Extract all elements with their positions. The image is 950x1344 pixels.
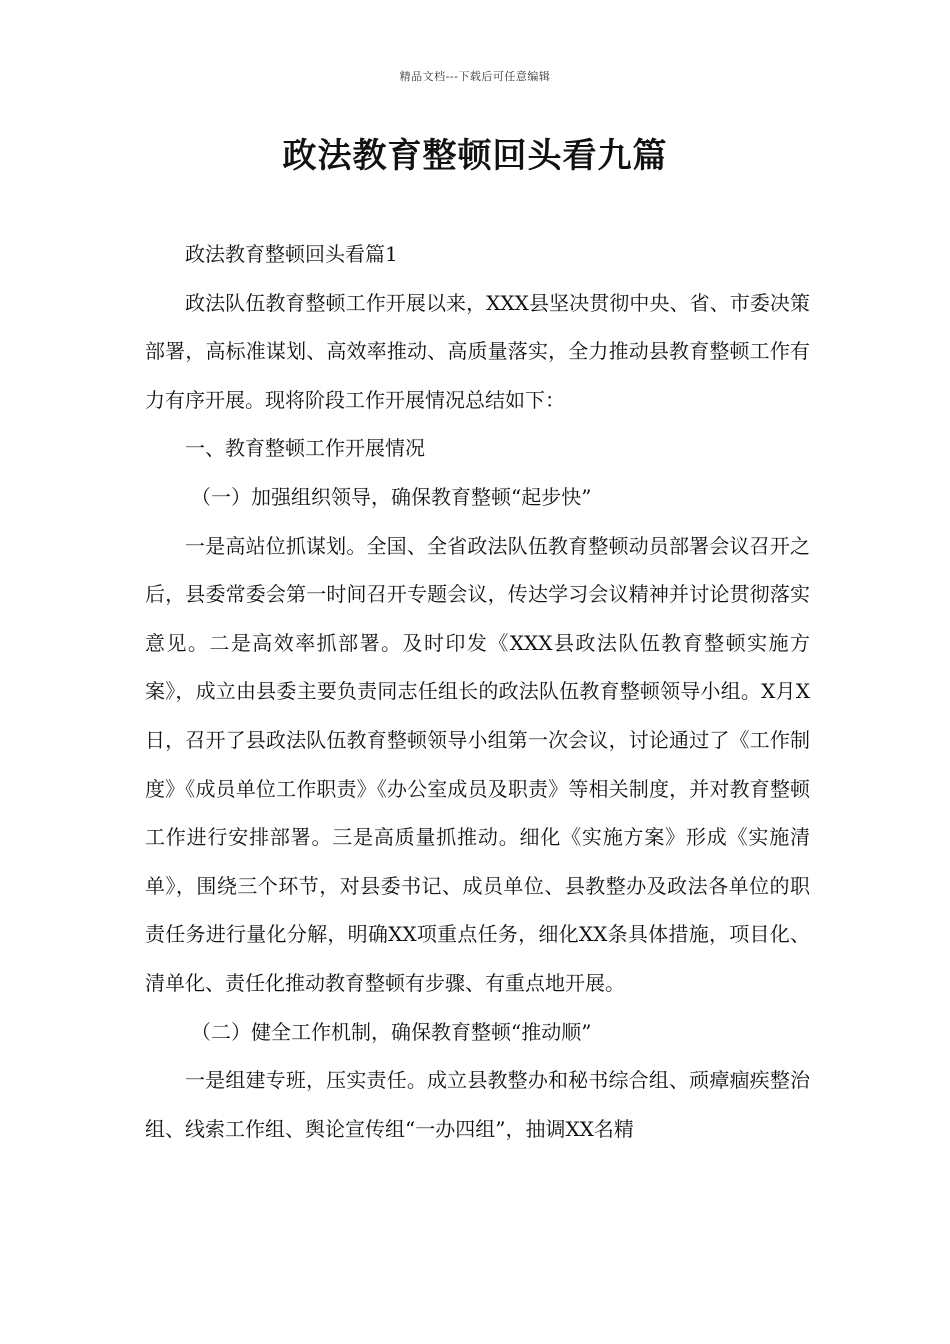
header-note: 精品文档---下载后可任意编辑 <box>399 70 551 83</box>
section-heading: 一、教育整顿工作开展情况 <box>185 436 425 461</box>
subsection-heading: （二）健全工作机制，确保教育整顿“推动顺” <box>191 1019 592 1044</box>
document-title: 政法教育整顿回头看九篇 <box>282 136 668 176</box>
section-heading: 政法教育整顿回头看篇1 <box>185 242 398 266</box>
document-body <box>145 230 810 1153</box>
subsection-heading: （一）加强组织领导，确保教育整顿“起步快” <box>191 484 592 509</box>
paragraph: 一是高站位抓谋划。全国、全省政法队伍教育整顿动员部署会议召开之后，县委常委会第一时间召开专题会议，传达学习会议精神并讨论贯彻落实意见。二是高效率抓部署。及时印发《XXX县政法队伍教育整顿实施方案》，成立由县委主要负责同志任组长的政法队伍教育整顿领导小组。X月X日，召开了县政法队伍教育整顿领导小组第一次会议，讨论通过了《工作制度》《成员单位工作职责》《办公室成员及职责》等相关制度，并对教育整顿工作进行安排部署。三是高质量抓推动。细化《实施方案》形成《实施清单》，围绕三个环节，对县委书记、成员单位、县教整办及政法各单位的职责任务进行量化分解，明确XX项重点任务，细化XX条具体措施，项目化、清单化、责任化推动教育整顿有步骤、有重点地开展。 <box>145 533 810 995</box>
paragraph: 一是组建专班，压实责任。成立县教整办和秘书综合组、顽瘴痼疾整治组、线索工作组、舆论宣传组“一办四组”，抽调XX名精 <box>145 1068 810 1141</box>
paragraph: 政法队伍教育整顿工作开展以来，XXX县坚决贯彻中央、省、市委决策部署，高标准谋划、高效率推动、高质量落实，全力推动县教育整顿工作有力有序开展。现将阶段工作开展情况总结如下： <box>145 290 810 412</box>
